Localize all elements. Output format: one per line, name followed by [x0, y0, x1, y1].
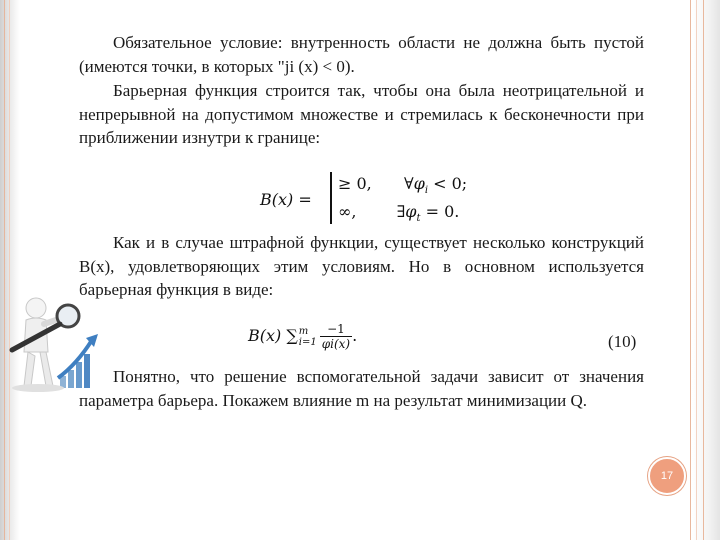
formula-1-case-2-value: ∞, [338, 202, 357, 221]
formula-1-case-1-tail: < 0; [428, 174, 468, 193]
formula-2-lhs: B(x) ∑ [248, 326, 298, 345]
right-border-line [690, 0, 691, 540]
person-head-icon [26, 298, 46, 318]
paragraph-constructions: Как и в случае штрафной функции, существует несколько конструкций B(x), удовлетворяющих этим условиям. Но в основном используется барьерная функция в виде: [79, 233, 644, 300]
formula-1-case-2 [338, 202, 459, 224]
person-leg-icon [40, 352, 53, 386]
page-number-badge: 17 [648, 457, 686, 495]
paragraph-condition: Обязательное условие: внутренность области не должна быть пустой (имеются точки, в которых "ji (x) < 0). [79, 33, 644, 76]
formula-2-sum-lower: i=1 [298, 336, 317, 348]
formula-2-tail: . [352, 326, 358, 345]
formula-1-case-2-tail: = 0. [420, 202, 460, 221]
formula-2-denominator: φi(x) [321, 337, 351, 351]
person-leg-icon [24, 352, 35, 386]
left-border-shadow [0, 0, 20, 540]
formula-1-lhs: B(x) = [260, 190, 312, 209]
chart-bar-icon [84, 354, 90, 388]
chart-bar-icon [68, 370, 74, 388]
formula-1-bracket [330, 172, 332, 224]
paragraph-barrier-definition: Барьерная функция строится так, чтобы она была неотрицательной и непрерывной на допустимом множестве и стремилась к бесконечности при приближении изнутри к границе: [79, 81, 644, 148]
right-border-line [703, 0, 704, 540]
formula-2-sum-upper: m [298, 325, 309, 337]
formula-1-case-1-condition: ∀φ [403, 174, 425, 193]
chart-bar-icon [76, 362, 82, 388]
formula-2-numerator: −1 [320, 322, 352, 337]
paragraph-barrier-parameter: Понятно, что решение вспомогательной задачи зависит от значения параметра барьера. Покажем влияние m на результат минимизации Q. [79, 367, 644, 410]
formula-1-case-1-subscript: i [424, 185, 429, 197]
right-border-line [696, 0, 697, 540]
formula-1-case-1 [338, 174, 467, 196]
equation-number: (10) [608, 332, 637, 351]
formula-1-case-2-subscript: t [416, 213, 421, 225]
formula-2 [248, 322, 357, 351]
shadow-icon [12, 384, 64, 392]
formula-2-fraction [320, 322, 352, 351]
left-border-line [9, 0, 10, 540]
person-magnifier-illustration [2, 294, 107, 406]
left-border-line [4, 0, 5, 540]
formula-1-case-2-condition: ∃φ [396, 202, 417, 221]
formula-1-case-1-value: ≥ 0, [338, 174, 372, 193]
